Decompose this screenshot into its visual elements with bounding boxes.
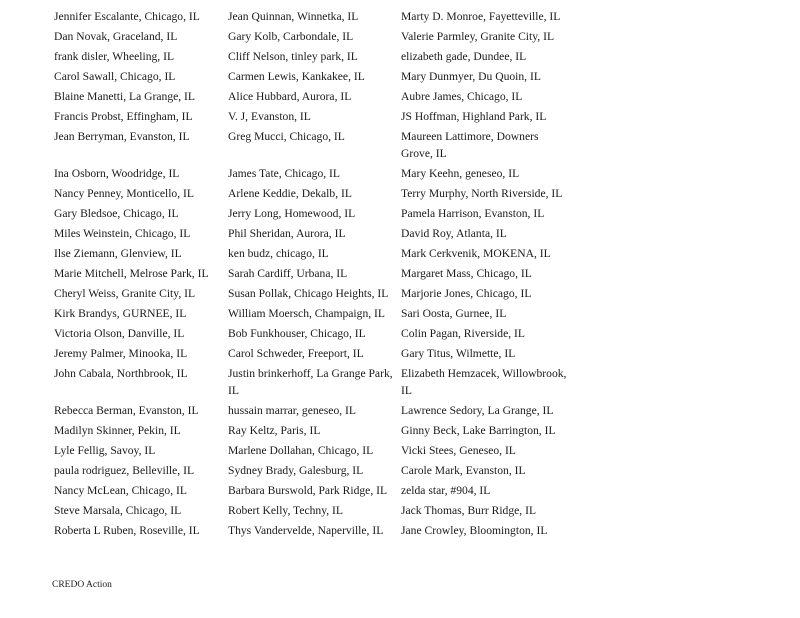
signer-entry: Marjorie Jones, Chicago, IL [401,287,532,300]
signer-list [54,8,574,542]
signer-entry: Madilyn Skinner, Pekin, IL [54,424,181,437]
signer-entry: Pamela Harrison, Evanston, IL [401,207,545,220]
signer-entry: frank disler, Wheeling, IL [54,50,175,63]
signer-entry: Rebecca Berman, Evanston, IL [54,404,199,417]
signer-entry: Sarah Cardiff, Urbana, IL [228,267,348,280]
signer-entry: Colin Pagan, Riverside, IL [401,327,525,340]
signer-entry: William Moersch, Champaign, IL [228,307,385,320]
signer-entry: Ilse Ziemann, Glenview, IL [54,247,182,260]
signer-entry: Lawrence Sedory, La Grange, IL [401,404,554,417]
signer-entry: paula rodriguez, Belleville, IL [54,464,195,477]
signer-entry: Arlene Keddie, Dekalb, IL [228,187,352,200]
signer-entry: Mary Keehn, geneseo, IL [401,167,520,180]
signer-entry: Nancy McLean, Chicago, IL [54,484,187,497]
signer-entry: John Cabala, Northbrook, IL [54,367,188,380]
signer-entry: Carmen Lewis, Kankakee, IL [228,70,365,83]
signer-entry: David Roy, Atlanta, IL [401,227,507,240]
signer-entry: Aubre James, Chicago, IL [401,90,523,103]
signer-entry: Jean Berryman, Evanston, IL [54,130,190,143]
signer-entry: Jean Quinnan, Winnetka, IL [228,10,359,23]
signer-entry: Jack Thomas, Burr Ridge, IL [401,504,537,517]
signer-entry: Lyle Fellig, Savoy, IL [54,444,156,457]
signer-entry: elizabeth gade, Dundee, IL [401,50,527,63]
signer-entry: hussain marrar, geneseo, IL [228,404,356,417]
signer-entry: Gary Titus, Wilmette, IL [401,347,516,360]
signer-entry: Nancy Penney, Monticello, IL [54,187,194,200]
signer-entry: Susan Pollak, Chicago Heights, IL [228,287,389,300]
signer-entry: Terry Murphy, North Riverside, IL [401,187,563,200]
signer-entry: Marie Mitchell, Melrose Park, IL [54,267,209,280]
signer-entry: Elizabeth Hemzacek, Willowbrook, IL [401,367,567,397]
signer-entry: Justin brinkerhoff, La Grange Park, IL [228,367,393,397]
signer-entry: Jennifer Escalante, Chicago, IL [54,10,200,23]
signer-entry: ken budz, chicago, IL [228,247,329,260]
signer-entry: Maureen Lattimore, Downers Grove, IL [401,130,539,160]
signer-entry: Jane Crowley, Bloomington, IL [401,524,548,537]
signer-entry: Marty D. Monroe, Fayetteville, IL [401,10,561,23]
signer-entry: Gary Kolb, Carbondale, IL [228,30,354,43]
signer-entry: Valerie Parmley, Granite City, IL [401,30,555,43]
signer-entry: Francis Probst, Effingham, IL [54,110,193,123]
signer-entry: Mark Cerkvenik, MOKENA, IL [401,247,551,260]
signer-entry: Greg Mucci, Chicago, IL [228,130,345,143]
signer-entry: Sari Oosta, Gurnee, IL [401,307,507,320]
signer-entry: zelda star, #904, IL [401,484,491,497]
signer-entry: Ray Keltz, Paris, IL [228,424,321,437]
signer-entry: Marlene Dollahan, Chicago, IL [228,444,374,457]
signer-entry: Carol Schweder, Freeport, IL [228,347,364,360]
signer-entry: Thys Vandervelde, Naperville, IL [228,524,384,537]
signer-entry: Steve Marsala, Chicago, IL [54,504,182,517]
footer-credit: CREDO Action [52,580,112,590]
signer-entry: Bob Funkhouser, Chicago, IL [228,327,366,340]
signer-entry: Margaret Mass, Chicago, IL [401,267,532,280]
signer-entry: Cheryl Weiss, Granite City, IL [54,287,196,300]
signer-entry: Barbara Burswold, Park Ridge, IL [228,484,388,497]
signer-entry: Victoria Olson, Danville, IL [54,327,185,340]
signer-entry: Ginny Beck, Lake Barrington, IL [401,424,556,437]
signer-entry: Blaine Manetti, La Grange, IL [54,90,196,103]
signer-entry: Carol Sawall, Chicago, IL [54,70,176,83]
signer-entry: Miles Weinstein, Chicago, IL [54,227,191,240]
signer-entry: Alice Hubbard, Aurora, IL [228,90,352,103]
signer-entry: Mary Dunmyer, Du Quoin, IL [401,70,541,83]
signer-entry: Dan Novak, Graceland, IL [54,30,178,43]
signer-entry: Cliff Nelson, tinley park, IL [228,50,358,63]
signer-entry: V. J, Evanston, IL [228,110,311,123]
signer-entry: Ina Osborn, Woodridge, IL [54,167,180,180]
signer-entry: Robert Kelly, Techny, IL [228,504,343,517]
signer-entry: Gary Bledsoe, Chicago, IL [54,207,179,220]
signer-entry: Phil Sheridan, Aurora, IL [228,227,346,240]
signer-entry: JS Hoffman, Highland Park, IL [401,110,547,123]
signer-entry: Jerry Long, Homewood, IL [228,207,356,220]
signer-entry: Kirk Brandys, GURNEE, IL [54,307,187,320]
signer-entry: Vicki Stees, Geneseo, IL [401,444,516,457]
signer-entry: Roberta L Ruben, Roseville, IL [54,524,200,537]
signer-entry: James Tate, Chicago, IL [228,167,340,180]
signer-entry: Carole Mark, Evanston, IL [401,464,526,477]
signer-entry: Jeremy Palmer, Minooka, IL [54,347,188,360]
signer-entry: Sydney Brady, Galesburg, IL [228,464,364,477]
